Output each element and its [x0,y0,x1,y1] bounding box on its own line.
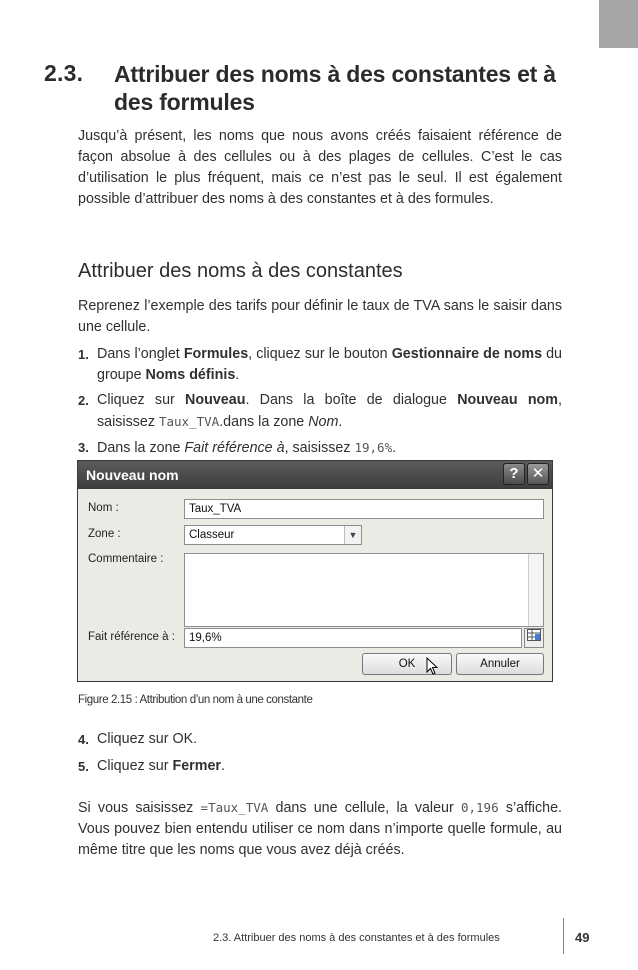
step-5: 5. Cliquez sur Fermer. [78,756,562,777]
ref-field[interactable]: 19,6% [184,628,522,648]
step-number: 4. [78,732,89,747]
step-number: 1. [78,347,89,362]
new-name-dialog [77,460,553,682]
running-footer: 2.3. Attribuer des noms à des constantes et à des formules [213,932,500,944]
scrollbar[interactable] [528,554,543,626]
ok-button[interactable]: OK [362,653,452,675]
cancel-button[interactable]: Annuler [456,653,544,675]
nom-field[interactable]: Taux_TVA [184,499,544,519]
step-number: 2. [78,393,89,408]
chevron-down-icon[interactable]: ▼ [344,526,361,544]
zone-label: Zone : [88,528,121,540]
closing-paragraph: Si vous saisissez =Taux_TVA dans une cellule, la valeur 0,196 s’affiche. Vous pouvez bien entendu utiliser ce nom dans n’importe quelle formule, au même titre que les noms que vous avez déjà créés. [78,800,562,858]
footer-divider [563,918,564,954]
lead-paragraph: Reprenez l’exemple des tarifs pour définir le taux de TVA sans le saisir dans une cellule. [78,298,562,335]
corner-tab [599,0,638,48]
step-3: 3. Dans la zone Fait référence à, saisissez 19,6%. [78,437,562,459]
range-select-icon[interactable] [524,628,544,648]
dialog-titlebar [78,461,552,489]
step-4: 4. Cliquez sur OK. [78,729,562,750]
mouse-cursor-icon [426,657,438,675]
figure-caption: Figure 2.15 : Attribution d’un nom à une constante [78,694,313,706]
ref-label: Fait référence à : [88,631,175,643]
zone-select[interactable] [184,525,362,545]
section-number: 2.3. [44,60,84,86]
step-2: 2. Cliquez sur Nouveau. Dans la boîte de dialogue Nouveau nom, saisissez Taux_TVA.dans la zone Nom. [78,392,562,430]
zone-value: Classeur [189,529,235,541]
step-number: 3. [78,440,89,455]
dialog-title: Nouveau nom [86,467,179,483]
commentaire-field[interactable] [184,553,544,627]
close-icon[interactable]: ✕ [527,463,549,485]
subheading: Attribuer des noms à des constantes [78,260,403,282]
step-number: 5. [78,759,89,774]
commentaire-label: Commentaire : [88,553,164,565]
nom-label: Nom : [88,502,119,514]
page-number: 49 [575,930,590,945]
help-icon[interactable]: ? [503,463,525,485]
step-1: 1. Dans l’onglet Formules, cliquez sur le bouton Gestionnaire de noms du groupe Noms définis. [78,346,562,383]
section-title: Attribuer des noms à des constantes et à des formules [114,61,556,115]
intro-paragraph: Jusqu’à présent, les noms que nous avons créés faisaient référence de façon absolue à des cellules ou à des plages de cellules. C’est le cas d’utilisation le plus fréquent, mais ce n’est pas le seul. Il est également possible d’attribuer des noms à des constantes et à des formules. [78,128,562,207]
